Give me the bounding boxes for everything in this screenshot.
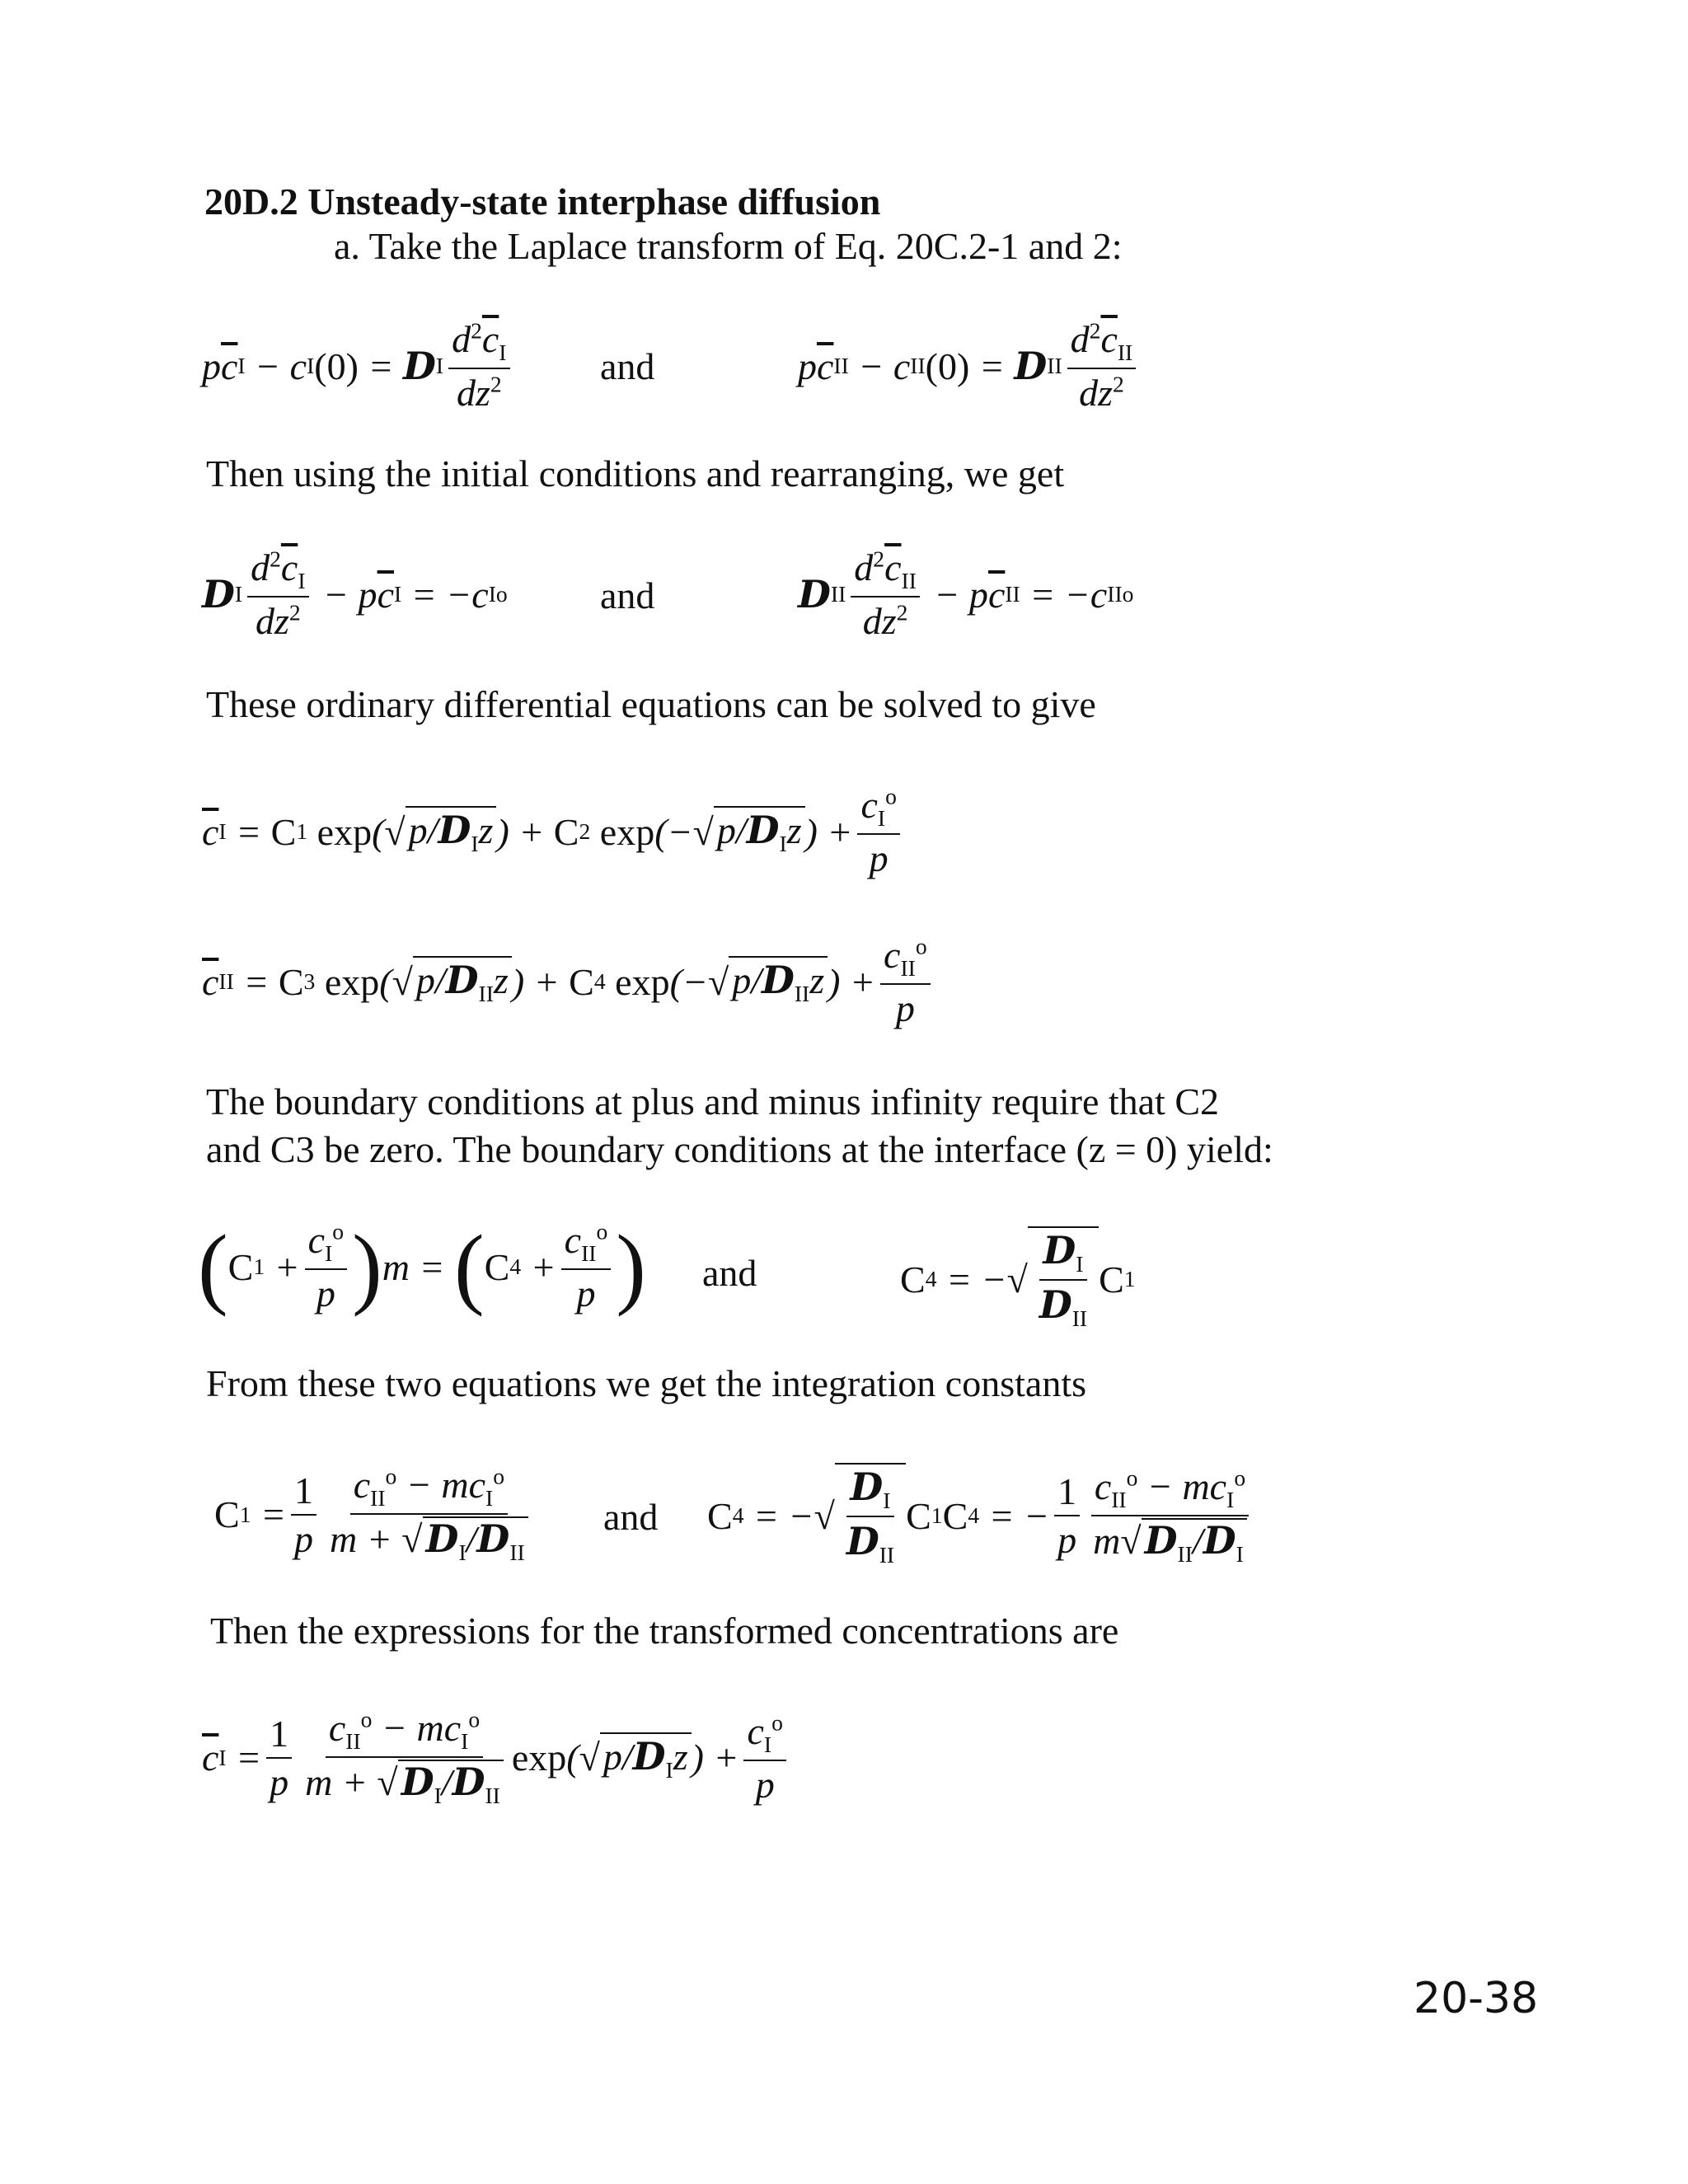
connector-and-4: and (603, 1496, 659, 1538)
equation-C1: C 1 = $\frac{1}{p}$ $\frac{c_{II}^o - mc_I^o}{m + √D_I/D_{II}}$ (214, 1463, 537, 1566)
equation-ode-I: D I $\frac{d^2\overline{c}_I}{dz^2}$ − p $\overline{c}$ I = −c I o (202, 546, 508, 643)
equation-ode-II: D II $\frac{d^2\overline{c}_{II}}{dz^2}$ − p $\overline{c}$ II = −c II o (798, 546, 1134, 643)
connector-and-3: and (702, 1252, 757, 1294)
text-transformed: Then the expressions for the transformed concentrations are (210, 1610, 1119, 1652)
equation-solution-II: $\overline{c}$ II = C 3 exp (√ $p/D_{II}z$ ) + C 4 exp (−√ $p/D_{II}z$ ) + $\frac{c_{II}^o}{p}$ (202, 933, 935, 1030)
section-title: 20D.2 Unsteady-state interphase diffusion (204, 180, 881, 223)
text-boundary-line2: and C3 be zero. The boundary conditions at the interface (z = 0) yield: (206, 1128, 1273, 1170)
text-initial-conditions: Then using the initial conditions and rearranging, we get (206, 452, 1065, 494)
connector-and-1: and (600, 345, 655, 387)
part-a-intro: a. Take the Laplace transform of Eq. 20C.2-1 and 2: (334, 225, 1123, 267)
equation-C4: C 4 = −√ $\frac{D_I}{D_{II}}$ C 1 C 4 = − $\frac{1}{p}$ $\frac{c_{II}^o - mc_I^o}{m√D_{II}/D_I}$ (707, 1463, 1255, 1568)
equation-interface-continuity: ( C 1 + $\frac{c_I^o}{p}$ ) m = ( C 4 + $\frac{c_{II}^o}{p}$ ) (198, 1216, 646, 1318)
equation-laplace-I: p $\overline{c}$ I − c I (0) = D I $\frac{d^2\overline{c}_I}{dz^2}$ (202, 317, 515, 415)
equation-cI-transformed: $\overline{c}$ I = $\frac{1}{p}$ $\frac{c_{II}^o - mc_I^o}{m + √D_I/D_{II}}$ exp (√ $p/D_Iz$ ) + $\frac{c_I^o}{p}$ (202, 1706, 791, 1809)
equation-interface-flux: C 4 = −√ $\frac{D_I}{D_{II}}$ C 1 (900, 1228, 1136, 1332)
equation-solution-I: $\overline{c}$ I = C 1 exp (√ $p/D_Iz$ ) + C 2 exp (−√ $p/D_Iz$ ) + $\frac{c_I^o}{p}$ (202, 783, 905, 880)
text-integration-constants: From these two equations we get the integration constants (206, 1362, 1086, 1404)
connector-and-2: and (600, 574, 655, 616)
text-odes-solved: These ordinary differential equations can be solved to give (206, 683, 1096, 725)
equation-laplace-II: p $\overline{c}$ II − c II (0) = D II $\frac{d^2\overline{c}_{II}}{dz^2}$ (798, 317, 1141, 415)
text-boundary-line1: The boundary conditions at plus and minus infinity require that C2 (206, 1080, 1220, 1122)
page-number: 20-38 (1414, 1974, 1539, 2023)
